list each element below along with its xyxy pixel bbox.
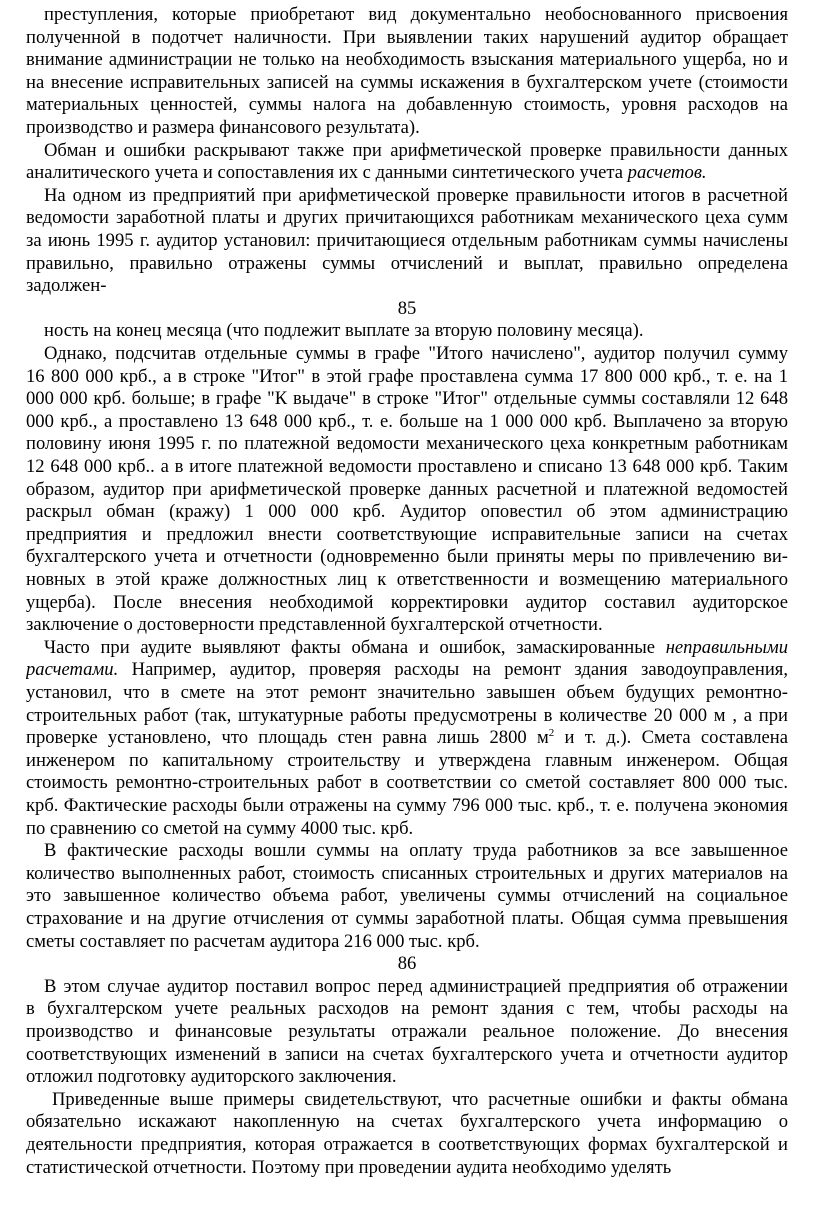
text-line: сметы составляет по расчетам аудитора 216 000 тыс. крб.: [26, 930, 480, 952]
text-line: На одном из предприятий при арифметической проверке правильности итогов в расчетной: [44, 184, 788, 206]
text-line: статистической отчетности. Поэтому при проведении аудита необходимо уделять: [26, 1156, 672, 1178]
text-line: деятельности предприятия, которая отражается в соответствующих формах бухгалтерской и: [26, 1134, 788, 1155]
text-line: отложил подготовку аудиторского заключения.: [26, 1066, 397, 1088]
text-line: это завышенное количество объема работ, увеличены суммы отчислений на социальное: [26, 885, 788, 907]
text-line: Часто при аудите выявляют факты обмана и ошибок, замаскированные неправильными: [44, 636, 788, 658]
text-line: образом, аудитор при арифметической проверке данных расчетной и платежной ведомостей: [26, 478, 788, 500]
text-line: ведомости заработной платы и других причитающихся работникам механического цеха сумм: [26, 207, 788, 229]
text-line: Однако, подсчитав отдельные суммы в графе "Итого начислено", аудитор получил сумму: [44, 343, 788, 364]
text-line: 12 648 000 крб.. а в итоге платежной ведомости проставлено и списано 13 648 000 крб. Таким: [26, 456, 788, 477]
text-line: по сравнению со сметой на сумму 4000 тыс. крб.: [26, 817, 414, 839]
text-line: заключение о достоверности представленной бухгалтерской отчетности.: [26, 614, 603, 636]
text-line: обязательно искажают накопленную на счетах бухгалтерского учета информацию о: [26, 1111, 788, 1133]
text-line: ущерба). После внесения необходимой корректировки аудитор составил аудиторское: [26, 591, 788, 613]
text-line: внимание администрации не только на необходимость взыскания материального ущерба, но и: [26, 49, 788, 71]
text-line: установил, что в смете на этот ремонт значительно завышен объем будущих ремонтно-: [26, 682, 788, 703]
text-line: производство и финансовые результаты отражали реальное положение. До внесения: [26, 1021, 788, 1042]
text-line: крб. Фактические расходы были отражены на сумму 796 000 тыс. крб., т. е. получена экономия: [26, 795, 788, 816]
text-line: соответствующих изменений в записи на счетах бухгалтерского учета и отчетности аудитор: [26, 1043, 788, 1065]
text-line: В фактические расходы вошли суммы на оплату труда работников за все завышенное: [44, 840, 788, 862]
text-line: половину июня 1995 г. по платежной ведомости механического цеха конкретным работникам: [26, 433, 788, 455]
text-line: Обман и ошибки раскрывают также при арифметической проверке правильности данных: [44, 139, 788, 161]
text-line: преступления, которые приобретают вид документально необоснованного присвоения: [44, 4, 788, 25]
text-line: на внесение исправительных записей на суммы искажения в бухгалтерском учете (стоимости: [26, 71, 788, 93]
text-line: 16 800 000 крб., а в строке "Итог" в этой графе проставлена сумма 17 800 000 крб., т. е. на 1: [26, 365, 788, 387]
text-line: аналитического учета и сопоставления их с данными синтетического учета расчетов.: [26, 162, 707, 184]
text-line: раскрыл обман (кражу) 1 000 000 крб. Аудитор оповестил об этом администрацию: [26, 501, 788, 523]
text-line: правильно, правильно отражены суммы отчислений и выплат, правильно определена: [26, 252, 788, 274]
text-line: расчетами. Например, аудитор, проверяя расходы на ремонт здания заводоуправления,: [26, 659, 788, 681]
text-line: за июнь 1995 г. аудитор установил: причитающиеся отдельным работникам суммы начислены: [26, 230, 788, 251]
text-line: 000 000 крб. больше; в графе "К выдаче" в строке "Итог" отдельные суммы составляли 12 648: [26, 388, 788, 410]
text-line: материальных ценностей, суммы налога на добавленную стоимость, уровня расходов на: [26, 94, 788, 116]
text-line: количество выполненных работ, стоимость списанных строительных и других материалов на: [26, 862, 788, 884]
text-line: страхование и на другие отчисления от суммы заработной платы. Общая сумма превышения: [26, 908, 788, 929]
page-number: 86: [397, 953, 417, 975]
text-line: в бухгалтерском учете реальных расходов на ремонт здания с тем, чтобы расходы на: [26, 998, 788, 1020]
text-line: проверке установлено, что площадь стен равна лишь 2800 $м^2$ и т. д.). Смета составлена: [26, 727, 788, 749]
text-line: инженером по капитальному строительству и утверждена главным инженером. Общая: [26, 749, 788, 771]
text-line: новных в этой краже должностных лиц к ответственности и возмещению материального: [26, 569, 788, 590]
text-line: 000 крб., а проставлено 13 648 000 крб., т. е. больше на 1 000 000 крб. Выплачено за вторую: [26, 410, 788, 432]
text-line: стоимость ремонтно-строительных работ в соответствии со сметой составляет 800 000 тыс.: [26, 772, 788, 794]
text-line: полученной в подотчет наличности. При выявлении таких нарушений аудитор обращает: [26, 26, 788, 48]
text-line: предприятия и предложил внести соответствующие исправительные записи на счетах: [26, 523, 788, 545]
text-line: ность на конец месяца (что подлежит выплате за вторую половину месяца).: [44, 320, 644, 342]
text-line: строительных работ (так, штукатурные работы предусмотрены в количестве 20 000 м , а при: [26, 704, 788, 726]
text-line: Приведенные выше примеры свидетельствуют, что расчетные ошибки и факты обмана: [52, 1088, 788, 1110]
text-line: бухгалтерского учета и отчетности (одновременно были приняты меры по привлечению ви-: [26, 546, 788, 568]
page-number: 85: [397, 297, 417, 319]
text-line: производство и размера финансового результата).: [26, 117, 420, 138]
text-line: задолжен-: [26, 275, 107, 297]
text-line: В этом случае аудитор поставил вопрос перед администрацией предприятия об отражении: [44, 975, 788, 997]
